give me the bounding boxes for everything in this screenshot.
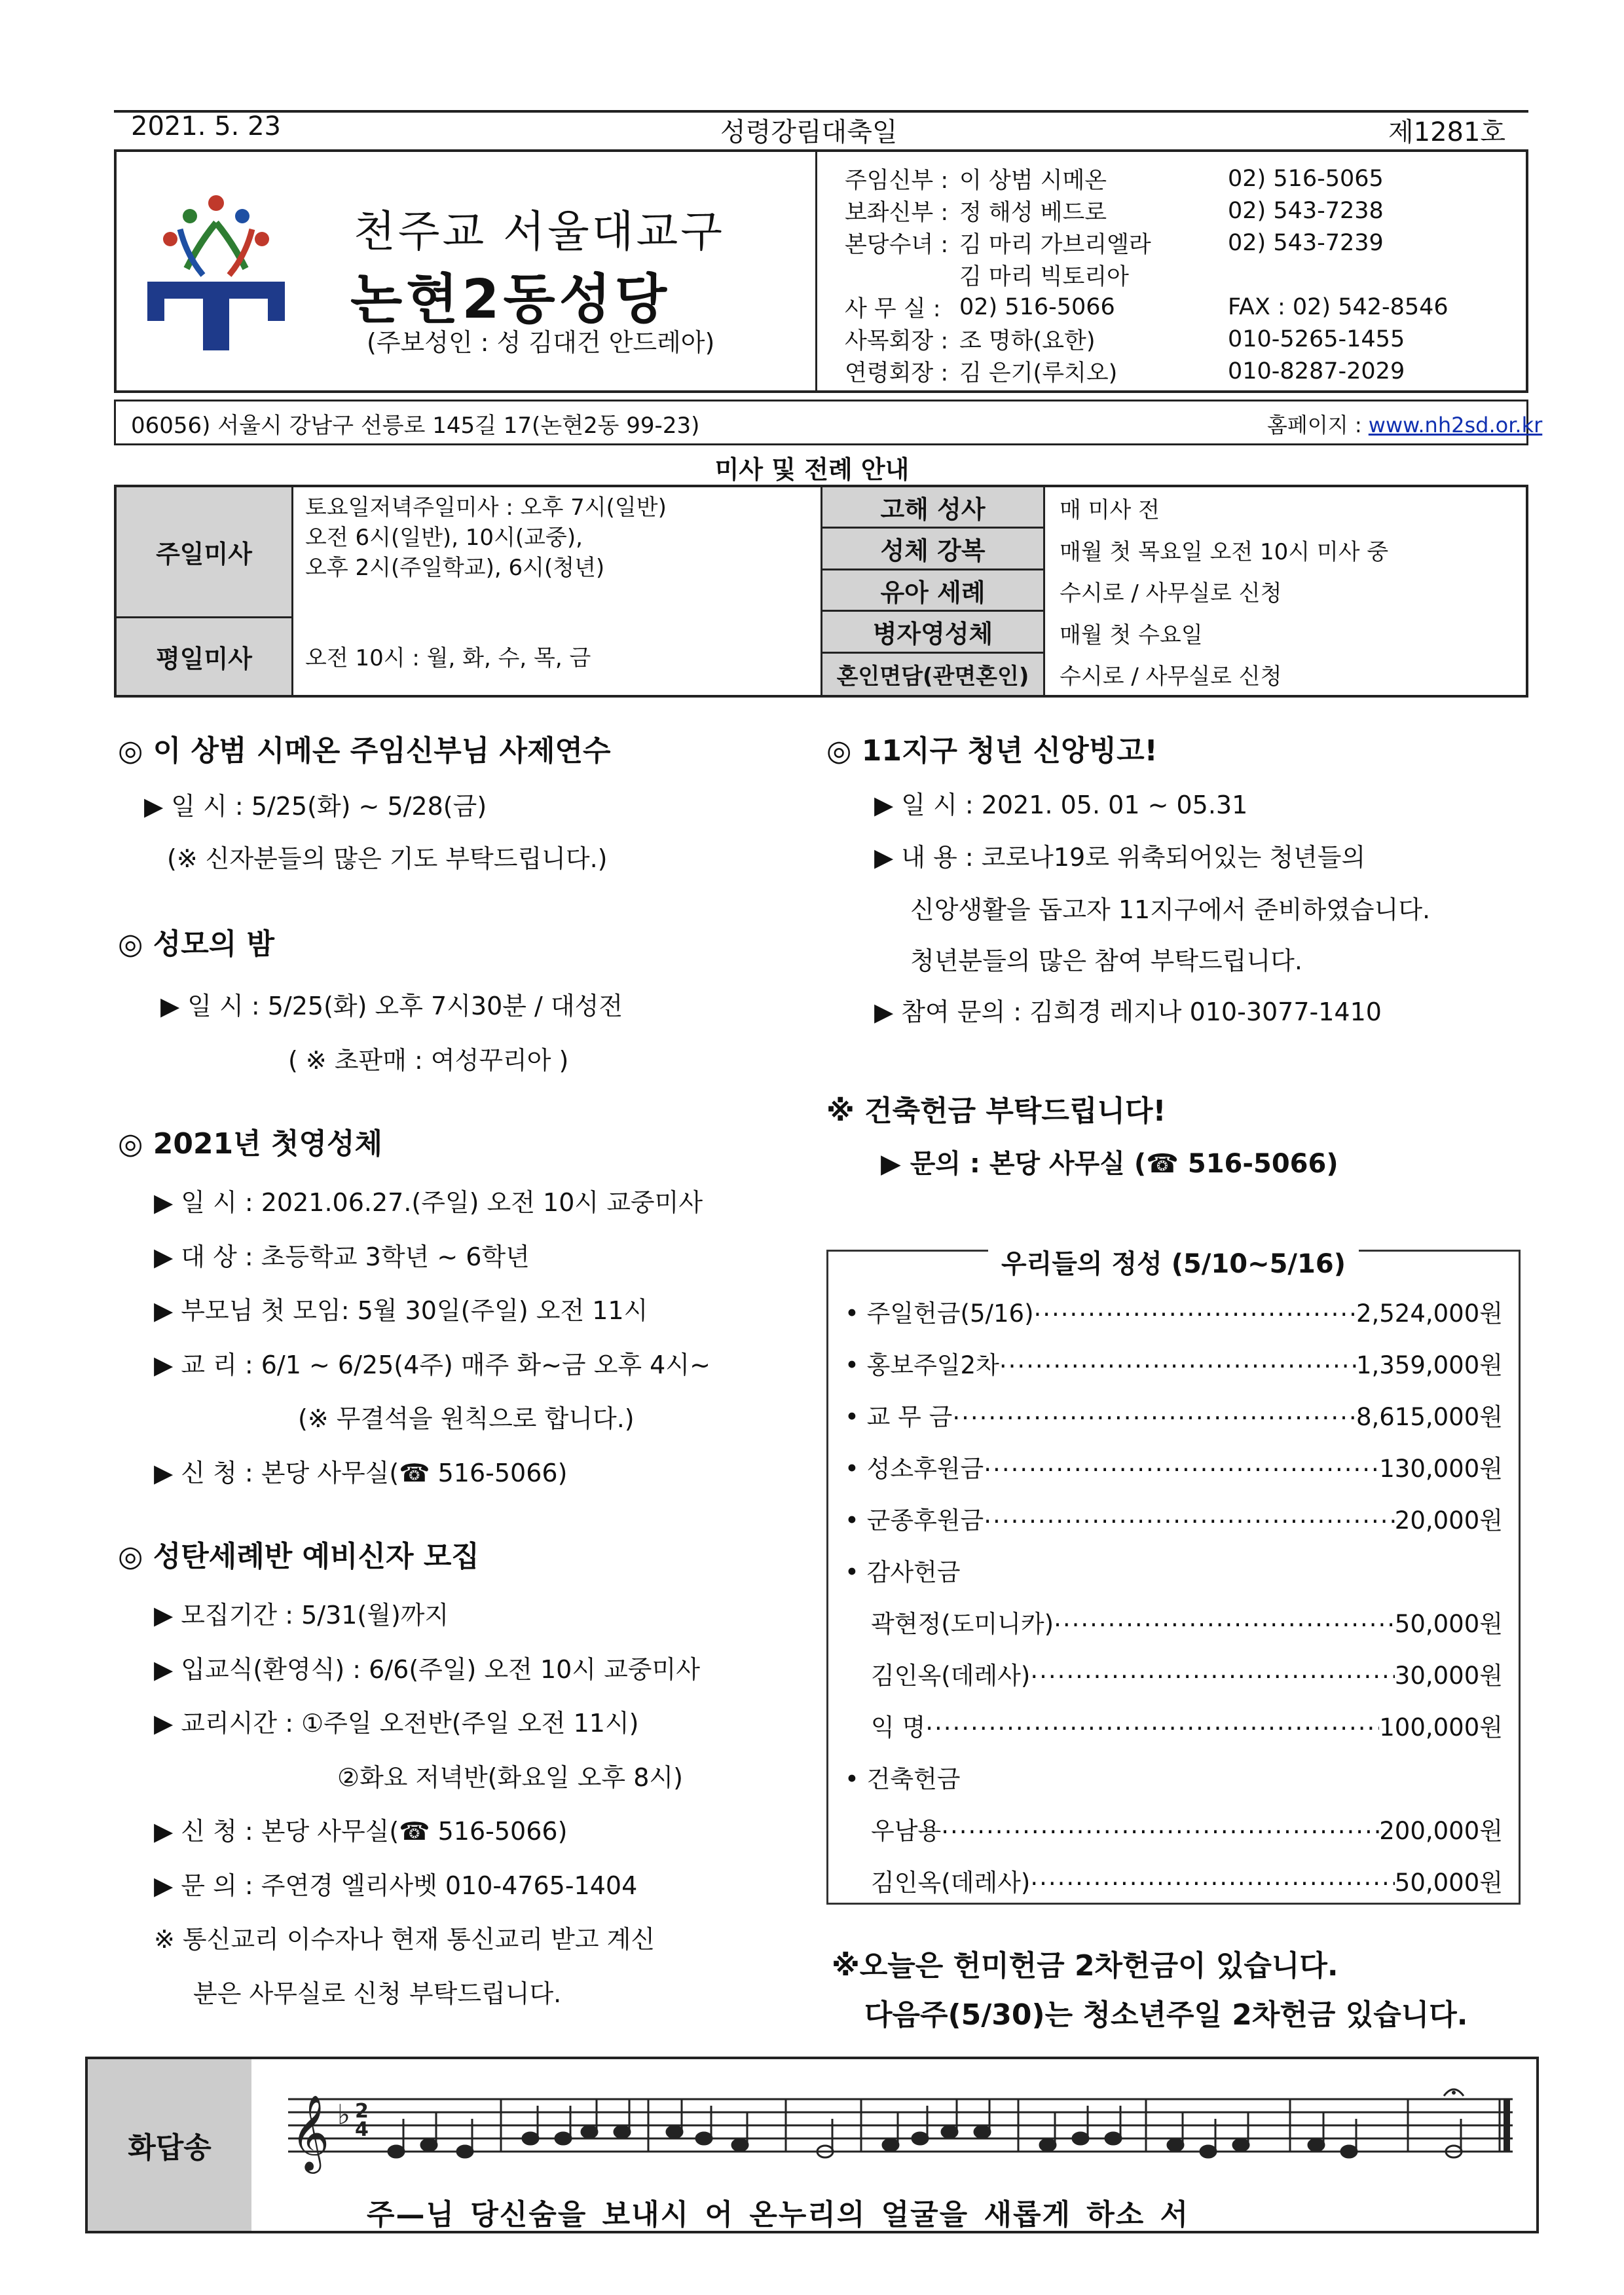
offering-row: 곽현정(도미니카) ..... 50,000원 xyxy=(871,1604,1503,1639)
section-building-fund-title: ※ 건축헌금 부탁드립니다! xyxy=(826,1094,1166,1128)
music-staff xyxy=(282,2073,1519,2188)
svg-text:𝄞: 𝄞 xyxy=(291,2094,330,2171)
offering-row: 김인옥(데레사) ..... 30,000원 xyxy=(871,1656,1503,1691)
offering-row: 익 명 ..... 100,000원 xyxy=(871,1707,1503,1743)
second-collection-note-1: ※오늘은 헌미헌금 2차헌금이 있습니다. xyxy=(832,1949,1338,1983)
youth-bingo-date: ▶ 일 시 : 2021. 05. 01 ~ 05.31 xyxy=(874,791,1248,819)
parish-address: 06056) 서울시 강남구 선릉로 145길 17(논현2동 99-23) xyxy=(131,413,700,439)
offering-row: • 교 무 금 ..... 8,615,000원 xyxy=(845,1397,1503,1432)
marriage-interview-label: 혼인면담(관면혼인) xyxy=(822,654,1045,695)
homepage-link[interactable]: www.nh2sd.or.kr xyxy=(1368,413,1543,438)
section-first-communion-title: ◎ 2021년 첫영성체 xyxy=(118,1127,383,1161)
sick-communion-label: 병자영성체 xyxy=(822,612,1045,654)
infant-baptism-text: 수시로 / 사무실로 신청 xyxy=(1060,580,1282,606)
section-youth-bingo-title: ◎ 11지구 청년 신앙빙고! xyxy=(826,734,1158,768)
catechumen-note-1: ※ 통신교리 이수자나 현재 통신교리 받고 계신 xyxy=(154,1925,655,1954)
offering-row: • 성소후원금 ..... 130,000원 xyxy=(845,1449,1503,1484)
first-communion-target: ▶ 대 상 : 초등학교 3학년 ~ 6학년 xyxy=(154,1242,530,1271)
youth-bingo-contact: ▶ 참여 문의 : 김희경 레지나 010-3077-1410 xyxy=(874,998,1382,1026)
diocese-name: 천주교 서울대교구 xyxy=(354,206,726,257)
confession-text: 매 미사 전 xyxy=(1060,497,1160,523)
marian-night-note: ( ※ 초판매 : 여성꾸리아 ) xyxy=(288,1046,569,1075)
catechumen-note-2: 분은 사무실로 신청 부탁드립니다. xyxy=(193,1979,562,2008)
offering-group-header: • 감사헌금 xyxy=(845,1558,961,1586)
priest-training-date: ▶ 일 시 : 5/25(화) ~ 5/28(금) xyxy=(144,792,487,821)
first-communion-classes: ▶ 교 리 : 6/1 ~ 6/25(4주) 매주 화~금 오후 4시~ xyxy=(154,1351,710,1379)
staff-row: 주임신부 : 이 상범 시메온 02) 516-5065 xyxy=(845,165,1384,194)
catechumen-ceremony: ▶ 입교식(환영식) : 6/6(주일) 오전 10시 교중미사 xyxy=(154,1655,700,1684)
catechumen-contact: ▶ 문 의 : 주연경 엘리사벳 010-4765-1404 xyxy=(154,1871,638,1900)
sick-communion-text: 매월 첫 수요일 xyxy=(1060,622,1203,648)
mass-schedule-table xyxy=(114,485,1528,698)
staff-row: 사목회장 : 조 명하(요한) 010-5265-1455 xyxy=(845,326,1405,354)
section-marian-night-title: ◎ 성모의 밤 xyxy=(118,927,275,961)
offering-row: 우남용 ..... 200,000원 xyxy=(871,1811,1503,1846)
bulletin-date: 2021. 5. 23 xyxy=(131,111,282,141)
sunday-mass-label: 주일미사 xyxy=(117,487,293,618)
priest-training-note: (※ 신자분들의 많은 기도 부탁드립니다.) xyxy=(167,844,608,873)
marian-night-date: ▶ 일 시 : 5/25(화) 오후 7시30분 / 대성전 xyxy=(160,992,623,1020)
confession-label: 고해 성사 xyxy=(822,487,1045,529)
catechumen-class-1: ▶ 교리시간 : ①주일 오전반(주일 오전 11시) xyxy=(154,1709,639,1738)
staff-row: 본당수녀 : 김 마리 가브리엘라 02) 543-7239 xyxy=(845,229,1384,258)
feast-name: 성령강림대축일 xyxy=(720,117,898,147)
section-catechumen-title: ◎ 성탄세례반 예비신자 모집 xyxy=(118,1540,479,1573)
staff-row: 사 무 실 : 02) 516-5066 FAX : 02) 542-8546 xyxy=(845,293,1449,322)
offering-row: • 주일헌금(5/16) ..... 2,524,000원 xyxy=(845,1294,1503,1329)
benediction-text: 매월 첫 목요일 오전 10시 미사 중 xyxy=(1060,538,1389,565)
weekday-mass-times: 오전 10시 : 월, 화, 수, 목, 금 xyxy=(305,645,591,671)
staff-directory xyxy=(845,162,1513,387)
building-fund-contact: ▶ 문의 : 본당 사무실 (☎ 516-5066) xyxy=(881,1149,1338,1179)
staff-row: 보좌신부 : 정 해성 베드로 02) 543-7238 xyxy=(845,197,1384,226)
schedule-title: 미사 및 전례 안내 xyxy=(714,455,910,484)
svg-text:4: 4 xyxy=(355,2118,369,2141)
staff-row: 김 마리 빅토리아 xyxy=(959,263,1129,290)
homepage: 홈페이지 : www.nh2sd.or.kr xyxy=(1267,413,1543,438)
marriage-interview-text: 수시로 / 사무실로 신청 xyxy=(1060,663,1282,690)
svg-text:♭: ♭ xyxy=(337,2099,350,2131)
patron-saint: (주보성인 : 성 김대건 안드레아) xyxy=(367,328,715,357)
parish-name: 논현2동성당 xyxy=(350,269,671,331)
catechumen-class-2: ②화요 저녁반(화요일 오후 8시) xyxy=(337,1763,683,1792)
catechumen-apply: ▶ 신 청 : 본당 사무실(☎ 516-5066) xyxy=(154,1817,568,1846)
first-communion-note: (※ 무결석을 원칙으로 합니다.) xyxy=(298,1404,635,1433)
section-priest-training-title: ◎ 이 상범 시메온 주임신부님 사제연수 xyxy=(118,734,611,768)
sunday-mass-times: 토요일저녁주일미사 : 오후 7시(일반) 오전 6시(일반), 10시(교중), 오후 2시(주일학교), 6시(청년) xyxy=(305,494,667,581)
first-communion-apply: ▶ 신 청 : 본당 사무실(☎ 516-5066) xyxy=(154,1459,568,1487)
benediction-label: 성체 강복 xyxy=(822,529,1045,570)
offerings-title: 우리들의 정성 (5/10~5/16) xyxy=(826,1243,1521,1280)
youth-bingo-content-3: 청년분들의 많은 참여 부탁드립니다. xyxy=(910,946,1302,975)
issue-number: 제1281호 xyxy=(1388,117,1506,147)
offering-group-header: • 건축헌금 xyxy=(845,1765,961,1793)
infant-baptism-label: 유아 세례 xyxy=(822,570,1045,612)
first-communion-parents: ▶ 부모님 첫 모임: 5월 30일(주일) 오전 11시 xyxy=(154,1296,648,1325)
staff-row: 연령회장 : 김 은기(루치오) 010-8287-2029 xyxy=(845,358,1405,386)
second-collection-note-2: 다음주(5/30)는 청소년주일 2차헌금 있습니다. xyxy=(864,1998,1468,2032)
masthead-divider xyxy=(815,149,817,393)
offering-row: • 홍보주일2차 ..... 1,359,000원 xyxy=(845,1345,1503,1381)
offering-row: • 군종후원금 ..... 20,000원 xyxy=(845,1501,1503,1536)
first-communion-date: ▶ 일 시 : 2021.06.27.(주일) 오전 10시 교중미사 xyxy=(154,1188,703,1217)
youth-bingo-content-2: 신앙생활을 돕고자 11지구에서 준비하였습니다. xyxy=(910,895,1431,924)
youth-bingo-content-1: ▶ 내 용 : 코로나19로 위축되어있는 청년들의 xyxy=(874,843,1366,872)
catechumen-period: ▶ 모집기간 : 5/31(월)까지 xyxy=(154,1601,449,1630)
parish-logo-icon xyxy=(141,183,291,354)
weekday-mass-label: 평일미사 xyxy=(117,618,293,695)
responsorial-psalm-label: 화답송 xyxy=(88,2059,251,2231)
hymn-lyrics: 주—님 당신숨을 보내시 어 온누리의 얼굴을 새롭게 하소 서 xyxy=(367,2198,1190,2231)
svg-text:2: 2 xyxy=(355,2100,369,2123)
offering-row: 김인옥(데레사) ..... 50,000원 xyxy=(871,1863,1503,1898)
header-rule xyxy=(114,110,1528,113)
